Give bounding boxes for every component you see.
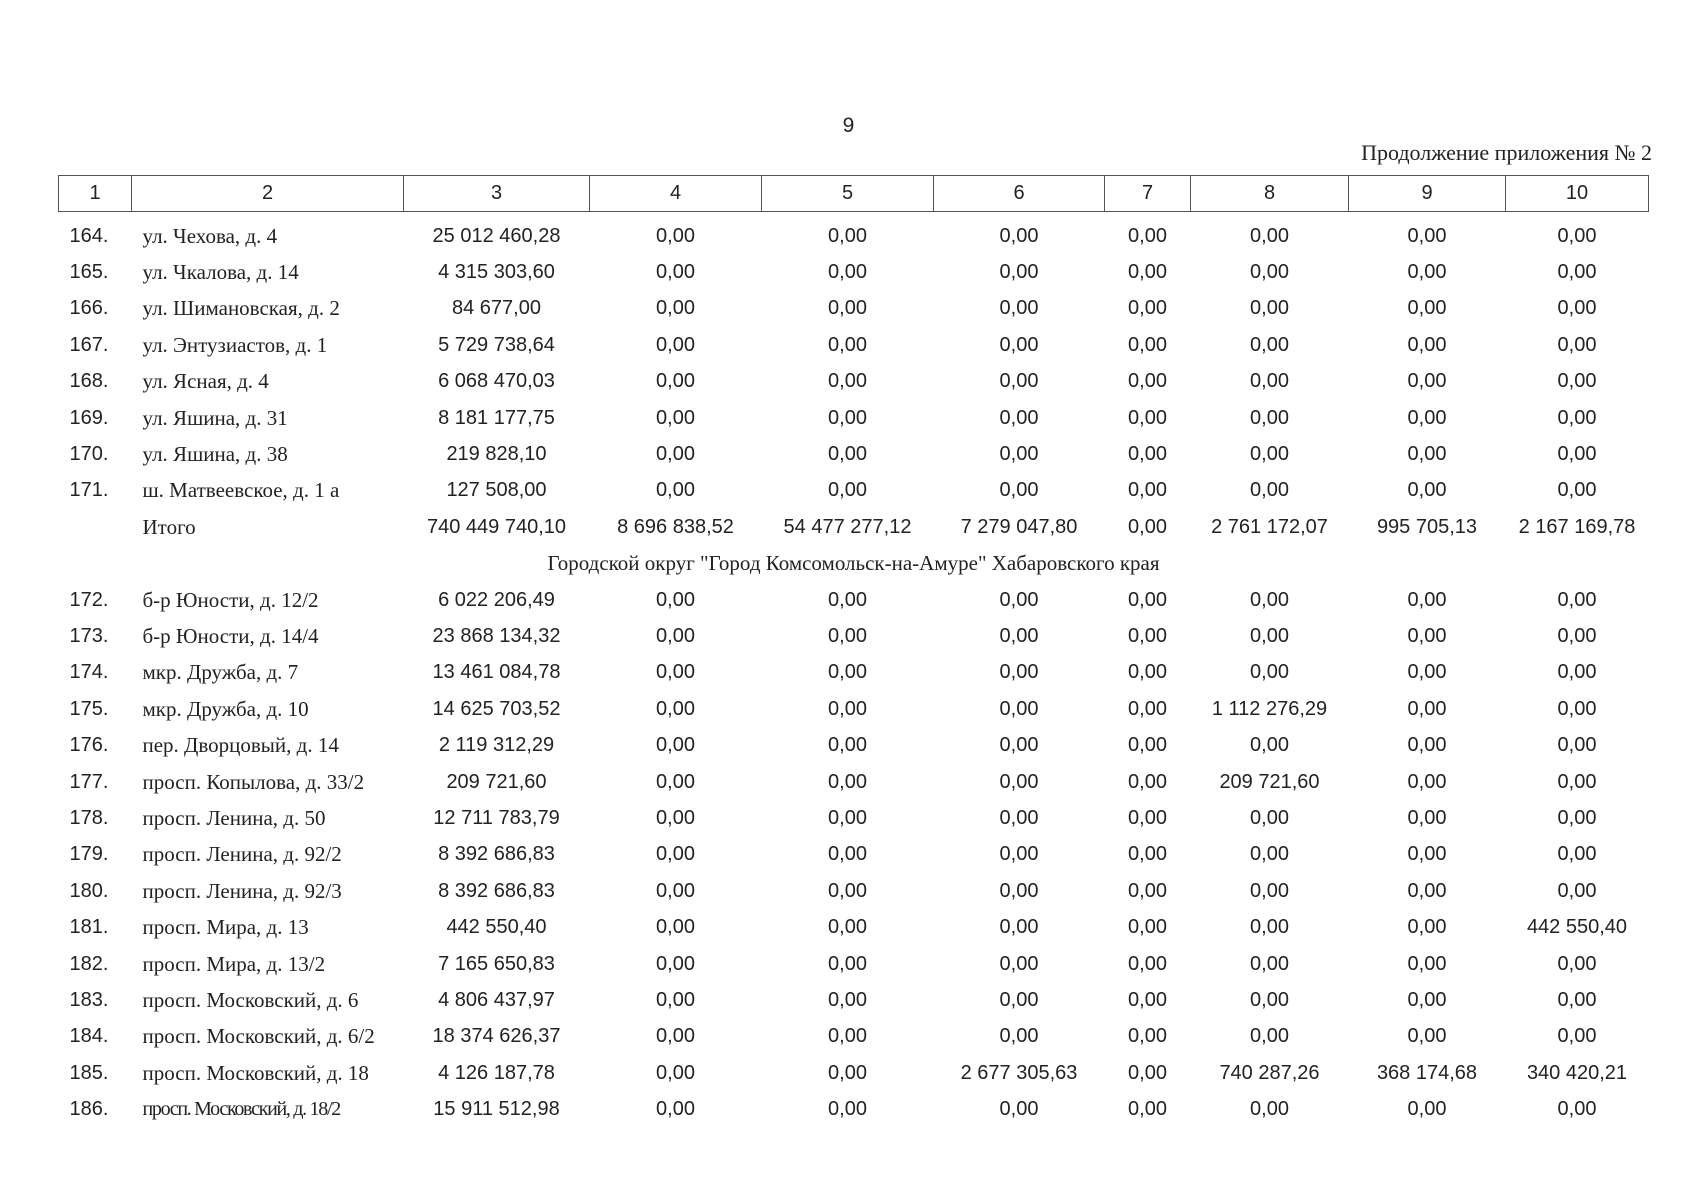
amount-cell: 0,00 [1557, 734, 1597, 757]
row-number: 168. [69, 370, 109, 393]
amount-cell: 0,00 [1407, 806, 1447, 829]
amount-cell: 0,00 [1250, 1025, 1289, 1048]
amount-cell: 0,00 [656, 443, 695, 466]
amount-cell: 0,00 [1128, 843, 1167, 866]
amount-cell: 740 287,26 [1219, 1061, 1320, 1084]
amount-cell: 0,00 [999, 952, 1039, 975]
amount-cell: 0,00 [1250, 370, 1289, 393]
amount-cell: 0,00 [999, 661, 1039, 684]
amount-cell: 0,00 [1250, 1098, 1289, 1121]
amount-cell: 0,00 [828, 224, 867, 247]
table-row [59, 909, 1649, 945]
amount-cell: 0,00 [1407, 1098, 1447, 1121]
row-number: 174. [69, 661, 109, 684]
amount-cell: 0,00 [1128, 1098, 1167, 1121]
amount-cell: 0,00 [1250, 988, 1289, 1011]
row-number: 166. [69, 297, 109, 320]
amount-cell: 0,00 [828, 370, 867, 393]
amount-cell: 0,00 [656, 952, 695, 975]
amount-cell: 25 012 460,28 [432, 224, 561, 247]
amount-cell: 0,00 [1557, 479, 1597, 502]
amount-cell: 0,00 [1128, 952, 1167, 975]
amount-cell: 0,00 [1557, 661, 1597, 684]
amount-cell: 23 868 134,32 [432, 624, 561, 647]
amount-cell: 0,00 [828, 297, 867, 320]
table-row [59, 946, 1649, 982]
amount-cell: 0,00 [1128, 770, 1167, 793]
address-cell: б-р Юности, д. 14/4 [142, 623, 319, 648]
amount-cell: 0,00 [1250, 261, 1289, 284]
amount-cell: 0,00 [999, 879, 1039, 902]
amount-cell: 2 761 172,07 [1211, 515, 1328, 538]
amount-cell: 0,00 [1407, 1025, 1447, 1048]
row-number: 176. [69, 734, 109, 757]
column-header: 7 [1105, 176, 1191, 212]
amount-cell: 0,00 [1128, 443, 1167, 466]
amount-cell: 0,00 [999, 406, 1039, 429]
amount-cell: 0,00 [828, 333, 867, 356]
amount-cell: 0,00 [1557, 406, 1597, 429]
amount-cell: 0,00 [1557, 879, 1597, 902]
amount-cell: 0,00 [999, 370, 1039, 393]
amount-cell: 0,00 [1557, 770, 1597, 793]
amount-cell: 0,00 [656, 770, 695, 793]
amount-cell: 0,00 [1250, 588, 1289, 611]
table-row [59, 436, 1649, 472]
amount-cell: 0,00 [1557, 843, 1597, 866]
amount-cell: 0,00 [1407, 697, 1447, 720]
address-cell: б-р Юности, д. 12/2 [142, 587, 319, 612]
amount-cell: 0,00 [999, 261, 1039, 284]
amount-cell: 0,00 [1407, 843, 1447, 866]
amount-cell: 0,00 [656, 988, 695, 1011]
amount-cell: 0,00 [656, 261, 695, 284]
amount-cell: 0,00 [1557, 261, 1597, 284]
address-cell: Итого [142, 514, 196, 539]
total-row [59, 509, 1649, 545]
section-row [59, 546, 1649, 582]
amount-cell: 2 167 169,78 [1518, 515, 1636, 538]
row-number: 183. [69, 988, 109, 1011]
amount-cell: 0,00 [1128, 479, 1167, 502]
amount-cell: 740 449 740,10 [426, 515, 567, 538]
amount-cell: 0,00 [828, 952, 867, 975]
amount-cell: 0,00 [656, 843, 695, 866]
column-header: 5 [762, 176, 934, 212]
amount-cell: 7 279 047,80 [960, 515, 1078, 538]
address-cell: ш. Матвеевское, д. 1 а [142, 478, 340, 503]
amount-cell: 0,00 [1128, 734, 1167, 757]
amount-cell: 13 461 084,78 [432, 661, 561, 684]
amount-cell: 340 420,21 [1526, 1061, 1628, 1084]
amount-cell: 0,00 [1557, 297, 1597, 320]
row-number: 186. [69, 1098, 109, 1121]
address-cell: мкр. Дружба, д. 10 [142, 696, 309, 721]
address-cell: мкр. Дружба, д. 7 [142, 660, 299, 685]
address-cell: просп. Ленина, д. 92/2 [142, 842, 342, 867]
amount-cell: 0,00 [1557, 1098, 1597, 1121]
amount-cell: 7 165 650,83 [438, 952, 555, 975]
amount-cell: 0,00 [828, 406, 867, 429]
address-cell: ул. Яшина, д. 38 [142, 442, 288, 467]
amount-cell: 219 828,10 [446, 443, 547, 466]
amount-cell: 0,00 [1250, 879, 1289, 902]
address-cell: просп. Московский, д. 6 [142, 987, 359, 1012]
amount-cell: 0,00 [1407, 661, 1447, 684]
amount-cell: 0,00 [999, 843, 1039, 866]
amount-cell: 4 126 187,78 [438, 1061, 555, 1084]
amount-cell: 0,00 [656, 1025, 695, 1048]
amount-cell: 0,00 [1407, 879, 1447, 902]
amount-cell: 0,00 [828, 1098, 867, 1121]
amount-cell: 0,00 [828, 1025, 867, 1048]
amount-cell: 0,00 [656, 333, 695, 356]
amount-cell: 5 729 738,64 [438, 333, 555, 356]
address-cell: просп. Мира, д. 13/2 [142, 951, 326, 976]
amount-cell: 0,00 [828, 916, 867, 939]
amount-cell: 0,00 [828, 661, 867, 684]
amount-cell: 6 068 470,03 [438, 370, 555, 393]
table-row [59, 473, 1649, 509]
amount-cell: 0,00 [999, 443, 1039, 466]
table-row [59, 1091, 1649, 1127]
amount-cell: 442 550,40 [446, 916, 547, 939]
section-title: Городской округ "Город Комсомольск-на-Амуре" Хабаровского края [547, 551, 1160, 576]
table-row [59, 1055, 1649, 1091]
amount-cell: 0,00 [1407, 224, 1447, 247]
row-number: 169. [69, 406, 109, 429]
amount-cell: 0,00 [656, 479, 695, 502]
amount-cell: 0,00 [656, 224, 695, 247]
amount-cell: 0,00 [828, 770, 867, 793]
amount-cell: 18 374 626,37 [432, 1025, 561, 1048]
amount-cell: 0,00 [1128, 697, 1167, 720]
amount-cell: 0,00 [1250, 734, 1289, 757]
amount-cell: 209 721,60 [446, 770, 547, 793]
column-header: 4 [590, 176, 762, 212]
row-number: 175. [69, 697, 109, 720]
amount-cell: 0,00 [1128, 297, 1167, 320]
amount-cell: 4 315 303,60 [438, 261, 555, 284]
table-row [59, 691, 1649, 727]
amount-cell: 0,00 [656, 297, 695, 320]
amount-cell: 0,00 [1128, 370, 1167, 393]
amount-cell: 0,00 [656, 624, 695, 647]
table-row [59, 618, 1649, 654]
amount-cell: 442 550,40 [1526, 916, 1628, 939]
amount-cell: 8 181 177,75 [438, 406, 555, 429]
amount-cell: 0,00 [656, 806, 695, 829]
amount-cell: 0,00 [828, 479, 867, 502]
amount-cell: 1 112 276,29 [1211, 697, 1328, 720]
amount-cell: 0,00 [656, 697, 695, 720]
amount-cell: 0,00 [656, 370, 695, 393]
column-header: 2 [132, 176, 404, 212]
table-row [59, 291, 1649, 327]
amount-cell: 0,00 [1557, 806, 1597, 829]
amount-cell: 0,00 [1250, 479, 1289, 502]
amount-cell: 995 705,13 [1376, 515, 1478, 538]
appendix-continuation-label: Продолжение приложения № 2 [1361, 140, 1652, 165]
amount-cell: 0,00 [1128, 1025, 1167, 1048]
amount-cell: 0,00 [999, 297, 1039, 320]
amount-cell: 12 711 783,79 [433, 806, 560, 829]
amount-cell: 0,00 [1128, 261, 1167, 284]
amount-cell: 368 174,68 [1376, 1061, 1478, 1084]
amount-cell: 0,00 [828, 879, 867, 902]
amount-cell: 0,00 [656, 879, 695, 902]
amount-cell: 0,00 [1128, 224, 1167, 247]
amount-cell: 0,00 [1250, 224, 1289, 247]
amount-cell: 0,00 [1407, 770, 1447, 793]
address-cell: ул. Энтузиастов, д. 1 [142, 332, 328, 357]
amount-cell: 0,00 [999, 1098, 1039, 1121]
address-cell: просп. Ленина, д. 50 [142, 805, 326, 830]
row-number: 167. [69, 333, 109, 356]
table-body [59, 212, 1649, 1128]
amount-cell: 127 508,00 [446, 479, 547, 502]
amount-cell: 0,00 [828, 261, 867, 284]
amount-cell: 0,00 [1407, 443, 1447, 466]
table-row [59, 837, 1649, 873]
column-header: 8 [1191, 176, 1349, 212]
table-row [59, 655, 1649, 691]
amount-cell: 0,00 [1407, 479, 1447, 502]
amount-cell: 0,00 [1128, 1061, 1167, 1084]
amount-cell: 0,00 [828, 443, 867, 466]
amount-cell: 0,00 [828, 806, 867, 829]
amount-cell: 0,00 [1557, 988, 1597, 1011]
amount-cell: 0,00 [1407, 261, 1447, 284]
amount-cell: 0,00 [1557, 370, 1597, 393]
table-row [59, 873, 1649, 909]
amount-cell: 0,00 [1250, 952, 1289, 975]
amount-cell: 0,00 [1128, 916, 1167, 939]
row-number: 180. [69, 879, 109, 902]
amount-cell: 0,00 [1407, 588, 1447, 611]
amount-cell: 0,00 [1407, 624, 1447, 647]
amount-cell: 0,00 [828, 734, 867, 757]
table-row [59, 327, 1649, 363]
row-number: 170. [69, 443, 109, 466]
amount-cell: 0,00 [656, 734, 695, 757]
address-cell: просп. Мира, д. 13 [142, 915, 309, 940]
row-number: 177. [69, 770, 109, 793]
table-row [59, 212, 1649, 255]
amount-cell: 0,00 [828, 1061, 867, 1084]
amount-cell: 0,00 [1557, 443, 1597, 466]
amount-cell: 0,00 [999, 588, 1039, 611]
address-cell: просп. Московский, д. 6/2 [142, 1024, 375, 1049]
table-row [59, 400, 1649, 436]
column-header: 3 [404, 176, 590, 212]
amount-cell: 0,00 [1407, 734, 1447, 757]
amount-cell: 0,00 [999, 770, 1039, 793]
column-header: 9 [1349, 176, 1506, 212]
amount-cell: 84 677,00 [452, 297, 541, 320]
column-header: 6 [934, 176, 1105, 212]
amount-cell: 0,00 [1128, 624, 1167, 647]
row-number: 164. [69, 224, 109, 247]
column-header: 1 [59, 176, 132, 212]
row-number: 182. [69, 952, 109, 975]
amount-cell: 0,00 [999, 224, 1039, 247]
amount-cell: 0,00 [1250, 661, 1289, 684]
amount-cell: 0,00 [999, 697, 1039, 720]
amount-cell: 0,00 [828, 624, 867, 647]
table-row [59, 582, 1649, 618]
amount-cell: 0,00 [1128, 879, 1167, 902]
address-cell: ул. Чкалова, д. 14 [142, 260, 299, 285]
amount-cell: 0,00 [1407, 297, 1447, 320]
amount-cell: 0,00 [999, 624, 1039, 647]
amount-cell: 15 911 512,98 [433, 1098, 560, 1121]
address-cell: ул. Яшина, д. 31 [142, 405, 288, 430]
amount-cell: 0,00 [1128, 588, 1167, 611]
amount-cell: 0,00 [999, 333, 1039, 356]
amount-cell: 0,00 [1250, 297, 1289, 320]
row-number: 165. [69, 261, 109, 284]
amount-cell: 0,00 [999, 916, 1039, 939]
amount-cell: 0,00 [1407, 988, 1447, 1011]
amount-cell: 0,00 [1128, 806, 1167, 829]
amount-cell: 0,00 [828, 697, 867, 720]
amount-cell: 0,00 [828, 588, 867, 611]
amount-cell: 0,00 [1128, 661, 1167, 684]
amount-cell: 0,00 [1128, 406, 1167, 429]
address-cell: ул. Шимановская, д. 2 [142, 296, 340, 321]
row-number: 185. [69, 1061, 109, 1084]
amount-cell: 2 119 312,29 [438, 734, 555, 757]
amount-cell: 0,00 [656, 588, 695, 611]
address-cell: просп. Московский, д. 18 [142, 1060, 369, 1085]
amount-cell: 0,00 [656, 406, 695, 429]
amount-cell: 0,00 [656, 661, 695, 684]
amount-cell: 209 721,60 [1219, 770, 1320, 793]
amount-cell: 0,00 [999, 806, 1039, 829]
amount-cell: 0,00 [1407, 916, 1447, 939]
amount-cell: 14 625 703,52 [432, 697, 561, 720]
page-number: 9 [842, 114, 855, 137]
data-table [58, 175, 1649, 1128]
amount-cell: 0,00 [1250, 443, 1289, 466]
amount-cell: 0,00 [1557, 333, 1597, 356]
amount-cell: 4 806 437,97 [438, 988, 555, 1011]
address-cell: просп. Московский, д. 18/2 [142, 1098, 340, 1121]
table-row [59, 800, 1649, 836]
amount-cell: 0,00 [1128, 515, 1167, 538]
amount-cell: 54 477 277,12 [783, 515, 912, 538]
table-row [59, 982, 1649, 1018]
amount-cell: 0,00 [1557, 588, 1597, 611]
row-number [59, 509, 132, 545]
amount-cell: 0,00 [828, 843, 867, 866]
amount-cell: 0,00 [1557, 224, 1597, 247]
amount-cell: 0,00 [1557, 952, 1597, 975]
address-cell: пер. Дворцовый, д. 14 [142, 733, 339, 758]
row-number: 171. [69, 479, 109, 502]
row-number: 172. [69, 588, 109, 611]
amount-cell: 0,00 [1250, 806, 1289, 829]
amount-cell: 0,00 [1250, 406, 1289, 429]
amount-cell: 0,00 [1407, 406, 1447, 429]
amount-cell: 0,00 [656, 1098, 695, 1121]
column-header: 10 [1506, 176, 1649, 212]
amount-cell: 0,00 [1250, 916, 1289, 939]
amount-cell: 8 392 686,83 [438, 843, 555, 866]
amount-cell: 0,00 [1250, 843, 1289, 866]
address-cell: ул. Чехова, д. 4 [142, 223, 278, 248]
amount-cell: 8 392 686,83 [438, 879, 555, 902]
amount-cell: 0,00 [656, 1061, 695, 1084]
amount-cell: 0,00 [1128, 333, 1167, 356]
amount-cell: 0,00 [1128, 988, 1167, 1011]
amount-cell: 0,00 [828, 988, 867, 1011]
address-cell: просп. Копылова, д. 33/2 [142, 769, 365, 794]
table-row [59, 1019, 1649, 1055]
table-row [59, 254, 1649, 290]
amount-cell: 0,00 [1407, 370, 1447, 393]
row-number: 184. [69, 1025, 109, 1048]
address-cell: ул. Ясная, д. 4 [142, 369, 269, 394]
amount-cell: 6 022 206,49 [438, 588, 555, 611]
row-number: 178. [69, 806, 109, 829]
row-number: 179. [69, 843, 109, 866]
amount-cell: 0,00 [1407, 952, 1447, 975]
row-number: 181. [69, 916, 109, 939]
table-row [59, 364, 1649, 400]
amount-cell: 8 696 838,52 [617, 515, 734, 538]
amount-cell: 0,00 [1250, 333, 1289, 356]
table-row [59, 764, 1649, 800]
amount-cell: 0,00 [1557, 1025, 1597, 1048]
amount-cell: 0,00 [656, 916, 695, 939]
header-row [59, 176, 1649, 212]
amount-cell: 0,00 [999, 988, 1039, 1011]
amount-cell: 0,00 [999, 1025, 1039, 1048]
amount-cell: 0,00 [1557, 697, 1597, 720]
amount-cell: 2 677 305,63 [960, 1061, 1078, 1084]
row-number: 173. [69, 624, 109, 647]
amount-cell: 0,00 [999, 479, 1039, 502]
amount-cell: 0,00 [1250, 624, 1289, 647]
amount-cell: 0,00 [1407, 333, 1447, 356]
address-cell: просп. Ленина, д. 92/3 [142, 878, 342, 903]
amount-cell: 0,00 [1557, 624, 1597, 647]
table-row [59, 727, 1649, 763]
amount-cell: 0,00 [999, 734, 1039, 757]
